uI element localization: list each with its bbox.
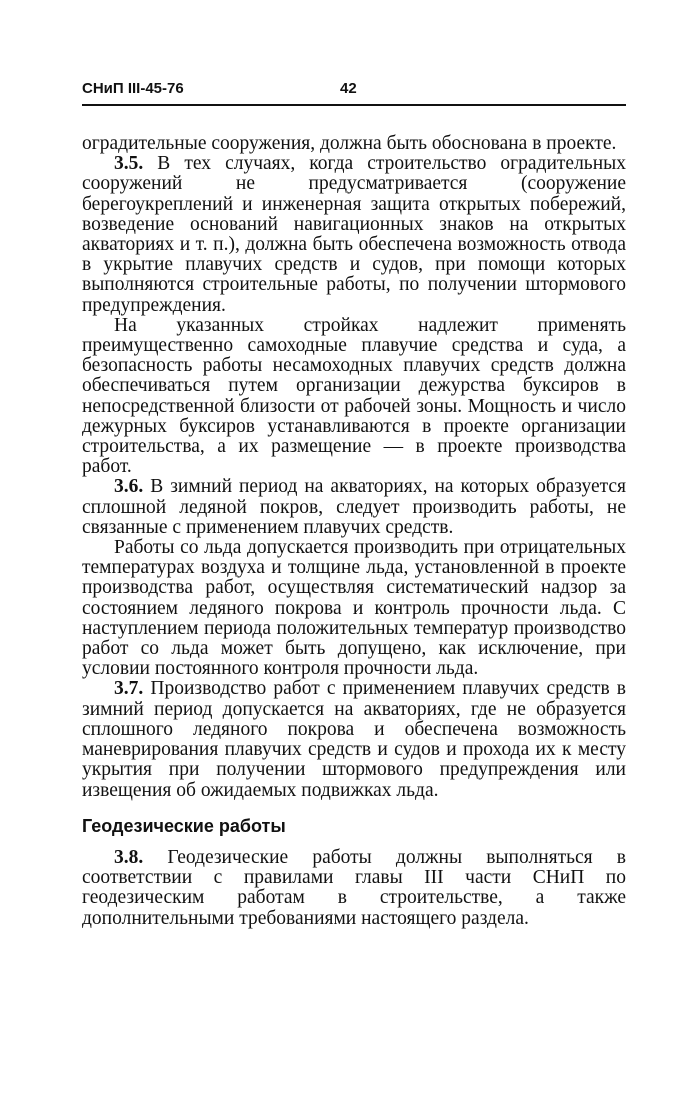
running-header bbox=[82, 78, 626, 106]
paragraph-number: 3.7. bbox=[114, 678, 144, 700]
paragraph bbox=[82, 316, 626, 478]
document-code: СНиП III-45-76 bbox=[82, 80, 184, 97]
section-heading: Геодезические работы bbox=[82, 815, 286, 836]
paragraph-3-5 bbox=[82, 154, 626, 316]
paragraph-text: Работы со льда допускается производить при отрицательных температурах воздуха и толщине льда, установленной в проекте производства работ, осуществляя систематический надзор за состоянием ледяного покрова и контроль прочности льда. С наступлением периода положительных температур производство работ со льда может быть допущено, как исключение, при условии постоянного контроля прочности льда. bbox=[82, 537, 626, 680]
paragraph bbox=[82, 538, 626, 679]
paragraph-number: 3.5. bbox=[114, 153, 144, 175]
paragraph-text: оградительные сооружения, должна быть обоснована в проекте. bbox=[82, 133, 617, 154]
paragraph-text: Производство работ с применением плавучих средств в зимний период допускается на акваториях, где не образуется сплошного ледяного покрова и обеспечена возможность маневрирования плавучих средств и судов и прохода их к месту укрытия при получении штормового предупреждения или извещения об ожидаемых подвижках льда. bbox=[82, 678, 626, 801]
page-number: 42 bbox=[340, 80, 357, 97]
paragraph-text: Геодезические работы должны выполняться в соответствии с правилами главы III части СНиП по геодезическим работам в строительстве, а также дополнительными требованиями настоящего раздела. bbox=[82, 846, 626, 929]
paragraph-text: На указанных стройках надлежит применять преимущественно самоходные плавучие средства и суда, а безопасность работы несамоходных плавучих средств должна обеспечиваться путем организации дежурства буксиров в непосредственной близости от рабочей зоны. Мощность и число дежурных буксиров устанавливаются в проекте организации строительства, а их размещение — в проекте производства работ. bbox=[82, 314, 626, 478]
paragraph-text: В тех случаях, когда строительство оградительных сооружений не предусматривается (сооружение берегоукреплений и инженерная защита открытых побережий, возведение оснований навигационных знаков на открытых акваториях и т. п.), должна быть обеспечена возможность отвода в укрытие плавучих средств и судов, при помощи которых выполняются строительные работы, по получении штормового предупреждения. bbox=[82, 153, 626, 316]
paragraph-number: 3.8. bbox=[114, 846, 144, 868]
paragraph-3-8 bbox=[82, 848, 626, 929]
paragraph-3-7 bbox=[82, 679, 626, 800]
paragraph-number: 3.6. bbox=[114, 476, 144, 498]
main-text bbox=[82, 134, 626, 929]
paragraph-3-6 bbox=[82, 477, 626, 538]
document-page bbox=[82, 78, 626, 929]
paragraph-text: В зимний период на акваториях, на которых образуется сплошной ледяной покров, следует производить работы, не связанные с применением плавучих средств. bbox=[82, 476, 626, 538]
paragraph-continuation bbox=[82, 134, 626, 154]
